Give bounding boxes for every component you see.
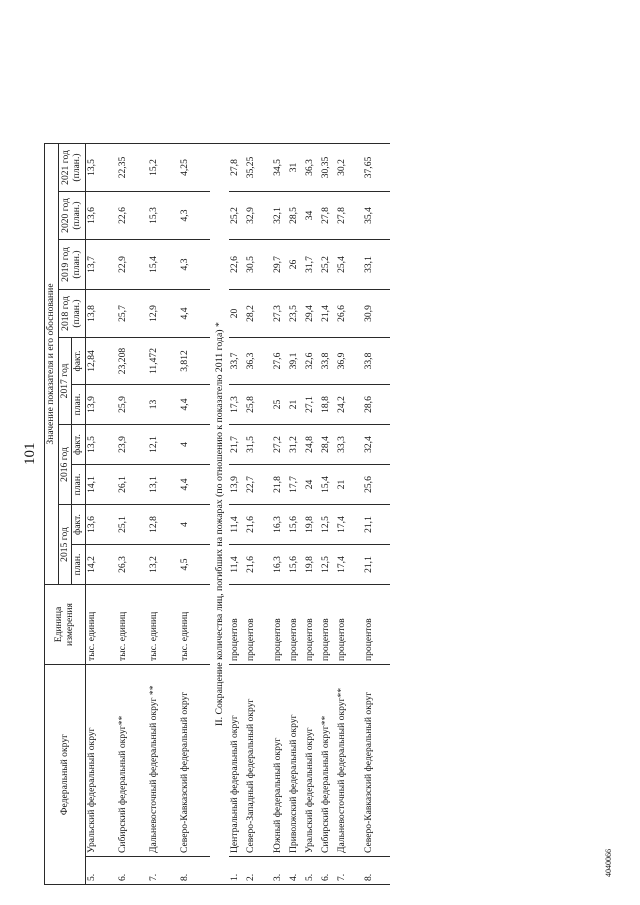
value-cell: 27,1 <box>304 385 320 425</box>
value-cell: 11,472 <box>148 338 179 385</box>
value-cell: 21,1 <box>363 505 390 545</box>
value-cell: 12,9 <box>148 290 179 338</box>
unit-label: тыс. единиц <box>117 585 148 665</box>
value-cell: 30,35 <box>320 144 336 192</box>
value-cell: 23,9 <box>117 425 148 465</box>
value-cell: 13,9 <box>86 385 118 425</box>
value-cell: 31,7 <box>304 240 320 290</box>
value-cell: 32,9 <box>245 192 272 240</box>
value-cell: 15,6 <box>288 545 304 585</box>
unit-label: процентов <box>320 585 336 665</box>
row-index: 1. <box>229 857 245 885</box>
row-index: 3. <box>272 857 288 885</box>
value-cell: 26,3 <box>117 545 148 585</box>
unit-label: тыс. единиц <box>86 585 118 665</box>
table-row <box>336 144 363 885</box>
indicator-table <box>44 143 390 885</box>
value-cell: 13,2 <box>148 545 179 585</box>
header-plan: план. <box>72 465 86 505</box>
unit-label: процентов <box>363 585 390 665</box>
table-row <box>288 144 304 885</box>
value-cell: 28,2 <box>245 290 272 338</box>
unit-label: процентов <box>336 585 363 665</box>
value-cell: 33,8 <box>320 338 336 385</box>
value-cell: 13,6 <box>86 505 118 545</box>
value-cell: 4,3 <box>179 240 210 290</box>
value-cell: 34,5 <box>272 144 288 192</box>
value-cell: 13,9 <box>229 465 245 505</box>
value-cell: 25,2 <box>320 240 336 290</box>
value-cell: 28,5 <box>288 192 304 240</box>
header-fact: факт. <box>72 338 86 385</box>
table-row <box>117 144 148 885</box>
value-cell: 26,1 <box>117 465 148 505</box>
district-name: Сибирский федеральный округ** <box>117 665 148 857</box>
value-cell: 33,7 <box>229 338 245 385</box>
value-cell: 27,8 <box>229 144 245 192</box>
value-cell: 25,9 <box>117 385 148 425</box>
row-index: 2. <box>245 857 272 885</box>
value-cell: 25 <box>272 385 288 425</box>
unit-label: процентов <box>245 585 272 665</box>
value-cell: 33,8 <box>363 338 390 385</box>
header-plan: план. <box>72 545 86 585</box>
value-cell: 25,6 <box>363 465 390 505</box>
header-fact: факт. <box>72 425 86 465</box>
value-cell: 15,4 <box>320 465 336 505</box>
value-cell: 19,8 <box>304 505 320 545</box>
row-index: 5. <box>304 857 320 885</box>
section-title-row <box>210 144 229 885</box>
value-cell: 27,2 <box>272 425 288 465</box>
value-cell: 22,7 <box>245 465 272 505</box>
value-cell: 33,3 <box>336 425 363 465</box>
table-body <box>86 144 390 885</box>
table-row <box>320 144 336 885</box>
header-2016: 2016 год <box>58 425 72 505</box>
value-cell: 25,7 <box>117 290 148 338</box>
value-cell: 12,84 <box>86 338 118 385</box>
header-plan: план. <box>72 385 86 425</box>
header-district: Федеральный округ <box>45 665 86 885</box>
value-cell: 15,6 <box>288 505 304 545</box>
unit-label: процентов <box>272 585 288 665</box>
table-row <box>363 144 390 885</box>
value-cell: 12,5 <box>320 545 336 585</box>
district-name: Северо-Кавказский федеральный округ <box>363 665 390 857</box>
unit-label: тыс. единиц <box>148 585 179 665</box>
value-cell: 13,6 <box>86 192 118 240</box>
value-cell: 13,8 <box>86 290 118 338</box>
value-cell: 4,4 <box>179 465 210 505</box>
value-cell: 27,8 <box>336 192 363 240</box>
value-cell: 39,1 <box>288 338 304 385</box>
value-cell: 31,5 <box>245 425 272 465</box>
value-cell: 18,8 <box>320 385 336 425</box>
value-cell: 28,4 <box>320 425 336 465</box>
value-cell: 11,4 <box>229 505 245 545</box>
row-index: 5. <box>86 857 118 885</box>
value-cell: 3,812 <box>179 338 210 385</box>
value-cell: 30,9 <box>363 290 390 338</box>
value-cell: 13,7 <box>86 240 118 290</box>
row-index: 7. <box>148 857 179 885</box>
value-cell: 31 <box>288 144 304 192</box>
value-cell: 4,5 <box>179 545 210 585</box>
value-cell: 32,6 <box>304 338 320 385</box>
district-name: Центральный федеральный округ <box>229 665 245 857</box>
header-2015: 2015 год <box>58 505 72 585</box>
district-name: Северо-Западный федеральный округ <box>245 665 272 857</box>
district-name: Дальневосточный федеральный округ ** <box>148 665 179 857</box>
value-cell: 21,1 <box>363 545 390 585</box>
unit-label: процентов <box>304 585 320 665</box>
value-cell: 17,4 <box>336 545 363 585</box>
value-cell: 27,8 <box>320 192 336 240</box>
value-cell: 15,4 <box>148 240 179 290</box>
value-cell: 27,6 <box>272 338 288 385</box>
value-cell: 25,4 <box>336 240 363 290</box>
header-2019: 2019 год (план.) <box>58 240 85 290</box>
value-cell: 16,3 <box>272 545 288 585</box>
value-cell: 22,9 <box>117 240 148 290</box>
value-cell: 37,65 <box>363 144 390 192</box>
value-cell: 22,35 <box>117 144 148 192</box>
value-cell: 4,4 <box>179 385 210 425</box>
header-2017: 2017 год <box>58 338 72 425</box>
value-cell: 17,7 <box>288 465 304 505</box>
value-cell: 4,25 <box>179 144 210 192</box>
value-cell: 15,2 <box>148 144 179 192</box>
header-2021: 2021 год (план.) <box>58 144 85 192</box>
row-index: 7. <box>336 857 363 885</box>
value-cell: 21,8 <box>272 465 288 505</box>
value-cell: 33,1 <box>363 240 390 290</box>
value-cell: 4 <box>179 505 210 545</box>
value-cell: 21,6 <box>245 545 272 585</box>
header-value-group: Значение показателя и его обоснование <box>45 144 59 585</box>
page-number: 101 <box>22 442 38 465</box>
value-cell: 25,8 <box>245 385 272 425</box>
value-cell: 21 <box>336 465 363 505</box>
value-cell: 22,6 <box>117 192 148 240</box>
value-cell: 21,6 <box>245 505 272 545</box>
value-cell: 19,8 <box>304 545 320 585</box>
value-cell: 13,5 <box>86 144 118 192</box>
section-title: II. Сокращение количества лиц, погибших на пожарах (по отношению к показателю 2011 года) * <box>214 322 226 726</box>
value-cell: 25,2 <box>229 192 245 240</box>
document-id: 4040066 <box>604 849 613 877</box>
value-cell: 12,5 <box>320 505 336 545</box>
value-cell: 34 <box>304 192 320 240</box>
header-2020: 2020 год (план.) <box>58 192 85 240</box>
table-row <box>86 144 118 885</box>
unit-label: процентов <box>229 585 245 665</box>
value-cell: 26,6 <box>336 290 363 338</box>
row-index: 8. <box>179 857 210 885</box>
value-cell: 30,5 <box>245 240 272 290</box>
value-cell: 29,4 <box>304 290 320 338</box>
row-index: 8. <box>363 857 390 885</box>
district-name: Сибирский федеральный округ** <box>320 665 336 857</box>
value-cell: 20 <box>229 290 245 338</box>
table-row <box>229 144 245 885</box>
value-cell: 32,1 <box>272 192 288 240</box>
value-cell: 35,4 <box>363 192 390 240</box>
district-name: Дальневосточный федеральный округ** <box>336 665 363 857</box>
value-cell: 24,2 <box>336 385 363 425</box>
value-cell: 12,8 <box>148 505 179 545</box>
row-index: 6. <box>320 857 336 885</box>
district-name: Южный федеральный округ <box>272 665 288 857</box>
district-name: Северо-Кавказский федеральный округ <box>179 665 210 857</box>
district-name: Приволжский федеральный округ <box>288 665 304 857</box>
value-cell: 31,2 <box>288 425 304 465</box>
value-cell: 13,5 <box>86 425 118 465</box>
value-cell: 30,2 <box>336 144 363 192</box>
value-cell: 29,7 <box>272 240 288 290</box>
unit-label: тыс. единиц <box>179 585 210 665</box>
value-cell: 36,9 <box>336 338 363 385</box>
district-name: Уральский федеральный округ <box>86 665 118 857</box>
row-index: 6. <box>117 857 148 885</box>
value-cell: 25,1 <box>117 505 148 545</box>
value-cell: 36,3 <box>304 144 320 192</box>
header-unit: Единица измерения <box>45 585 86 665</box>
value-cell: 11,4 <box>229 545 245 585</box>
header-2018: 2018 год (план.) <box>58 290 85 338</box>
value-cell: 14,2 <box>86 545 118 585</box>
value-cell: 21 <box>288 385 304 425</box>
table-row <box>272 144 288 885</box>
district-name: Уральский федеральный округ <box>304 665 320 857</box>
value-cell: 4 <box>179 425 210 465</box>
value-cell: 4,3 <box>179 192 210 240</box>
header-fact: факт. <box>72 505 86 545</box>
value-cell: 23,5 <box>288 290 304 338</box>
value-cell: 4,4 <box>179 290 210 338</box>
unit-label: процентов <box>288 585 304 665</box>
value-cell: 32,4 <box>363 425 390 465</box>
value-cell: 13 <box>148 385 179 425</box>
value-cell: 35,25 <box>245 144 272 192</box>
value-cell: 24 <box>304 465 320 505</box>
value-cell: 26 <box>288 240 304 290</box>
value-cell: 17,3 <box>229 385 245 425</box>
value-cell: 17,4 <box>336 505 363 545</box>
value-cell: 12,1 <box>148 425 179 465</box>
table-row <box>179 144 210 885</box>
value-cell: 13,1 <box>148 465 179 505</box>
value-cell: 21,4 <box>320 290 336 338</box>
value-cell: 14,1 <box>86 465 118 505</box>
value-cell: 16,3 <box>272 505 288 545</box>
table-row <box>148 144 179 885</box>
table-row <box>245 144 272 885</box>
value-cell: 28,6 <box>363 385 390 425</box>
value-cell: 24,8 <box>304 425 320 465</box>
value-cell: 22,6 <box>229 240 245 290</box>
value-cell: 15,3 <box>148 192 179 240</box>
table-header <box>45 144 86 885</box>
value-cell: 27,3 <box>272 290 288 338</box>
value-cell: 36,3 <box>245 338 272 385</box>
table-row <box>304 144 320 885</box>
value-cell: 23,208 <box>117 338 148 385</box>
row-index: 4. <box>288 857 304 885</box>
value-cell: 21,7 <box>229 425 245 465</box>
